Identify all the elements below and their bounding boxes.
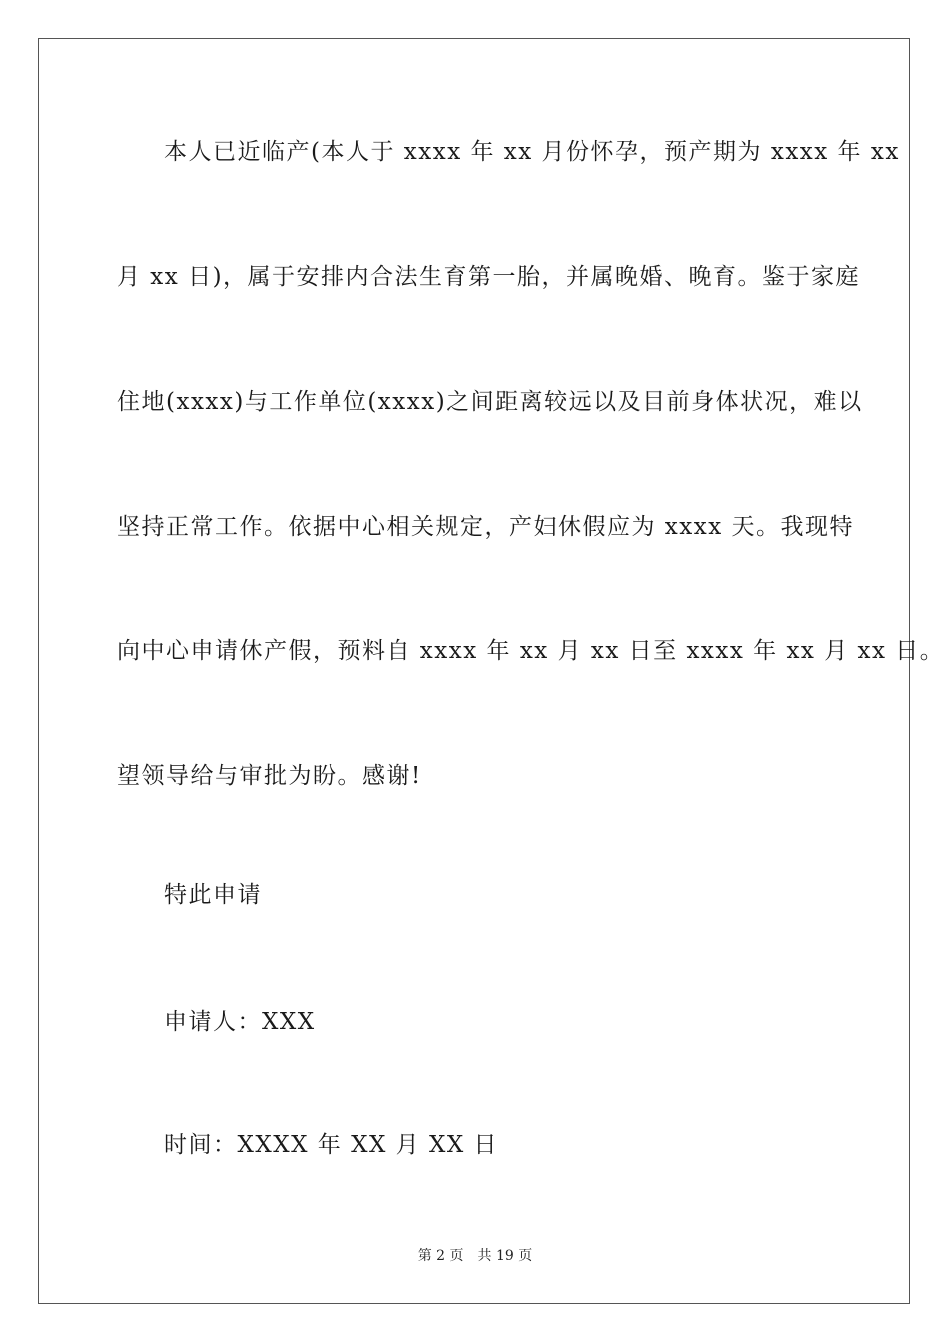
page-number: 第 2 页 [417,1248,464,1264]
paragraph-line-5: 向中心申请休产假，预料自 xxxx 年 xx 月 xx 日至 xxxx 年 xx 月 xx 日。 [117,638,945,664]
applicant-line: 申请人：XXX [164,1009,316,1035]
paragraph-line-3: 住地(xxxx)与工作单位(xxxx)之间距离较远以及目前身体状况，难以 [117,389,863,415]
closing-text: 特此申请 [164,882,262,908]
date-line: 时间：XXXX 年 XX 月 XX 日 [164,1132,499,1158]
paragraph-line-2: 月 xx 日)，属于安排内合法生育第一胎，并属晚婚、晚育。鉴于家庭 [117,264,861,290]
paragraph-line-6: 望领导给与审批为盼。感谢! [117,763,422,789]
page-footer [0,1246,950,1266]
paragraph-line-4: 坚持正常工作。依据中心相关规定，产妇休假应为 xxxx 天。我现特 [117,514,855,540]
paragraph-line-1: 本人已近临产(本人于 xxxx 年 xx 月份怀孕，预产期为 xxxx 年 xx [164,139,900,165]
page-total: 共 19 页 [477,1248,533,1264]
page-frame [38,38,910,1304]
